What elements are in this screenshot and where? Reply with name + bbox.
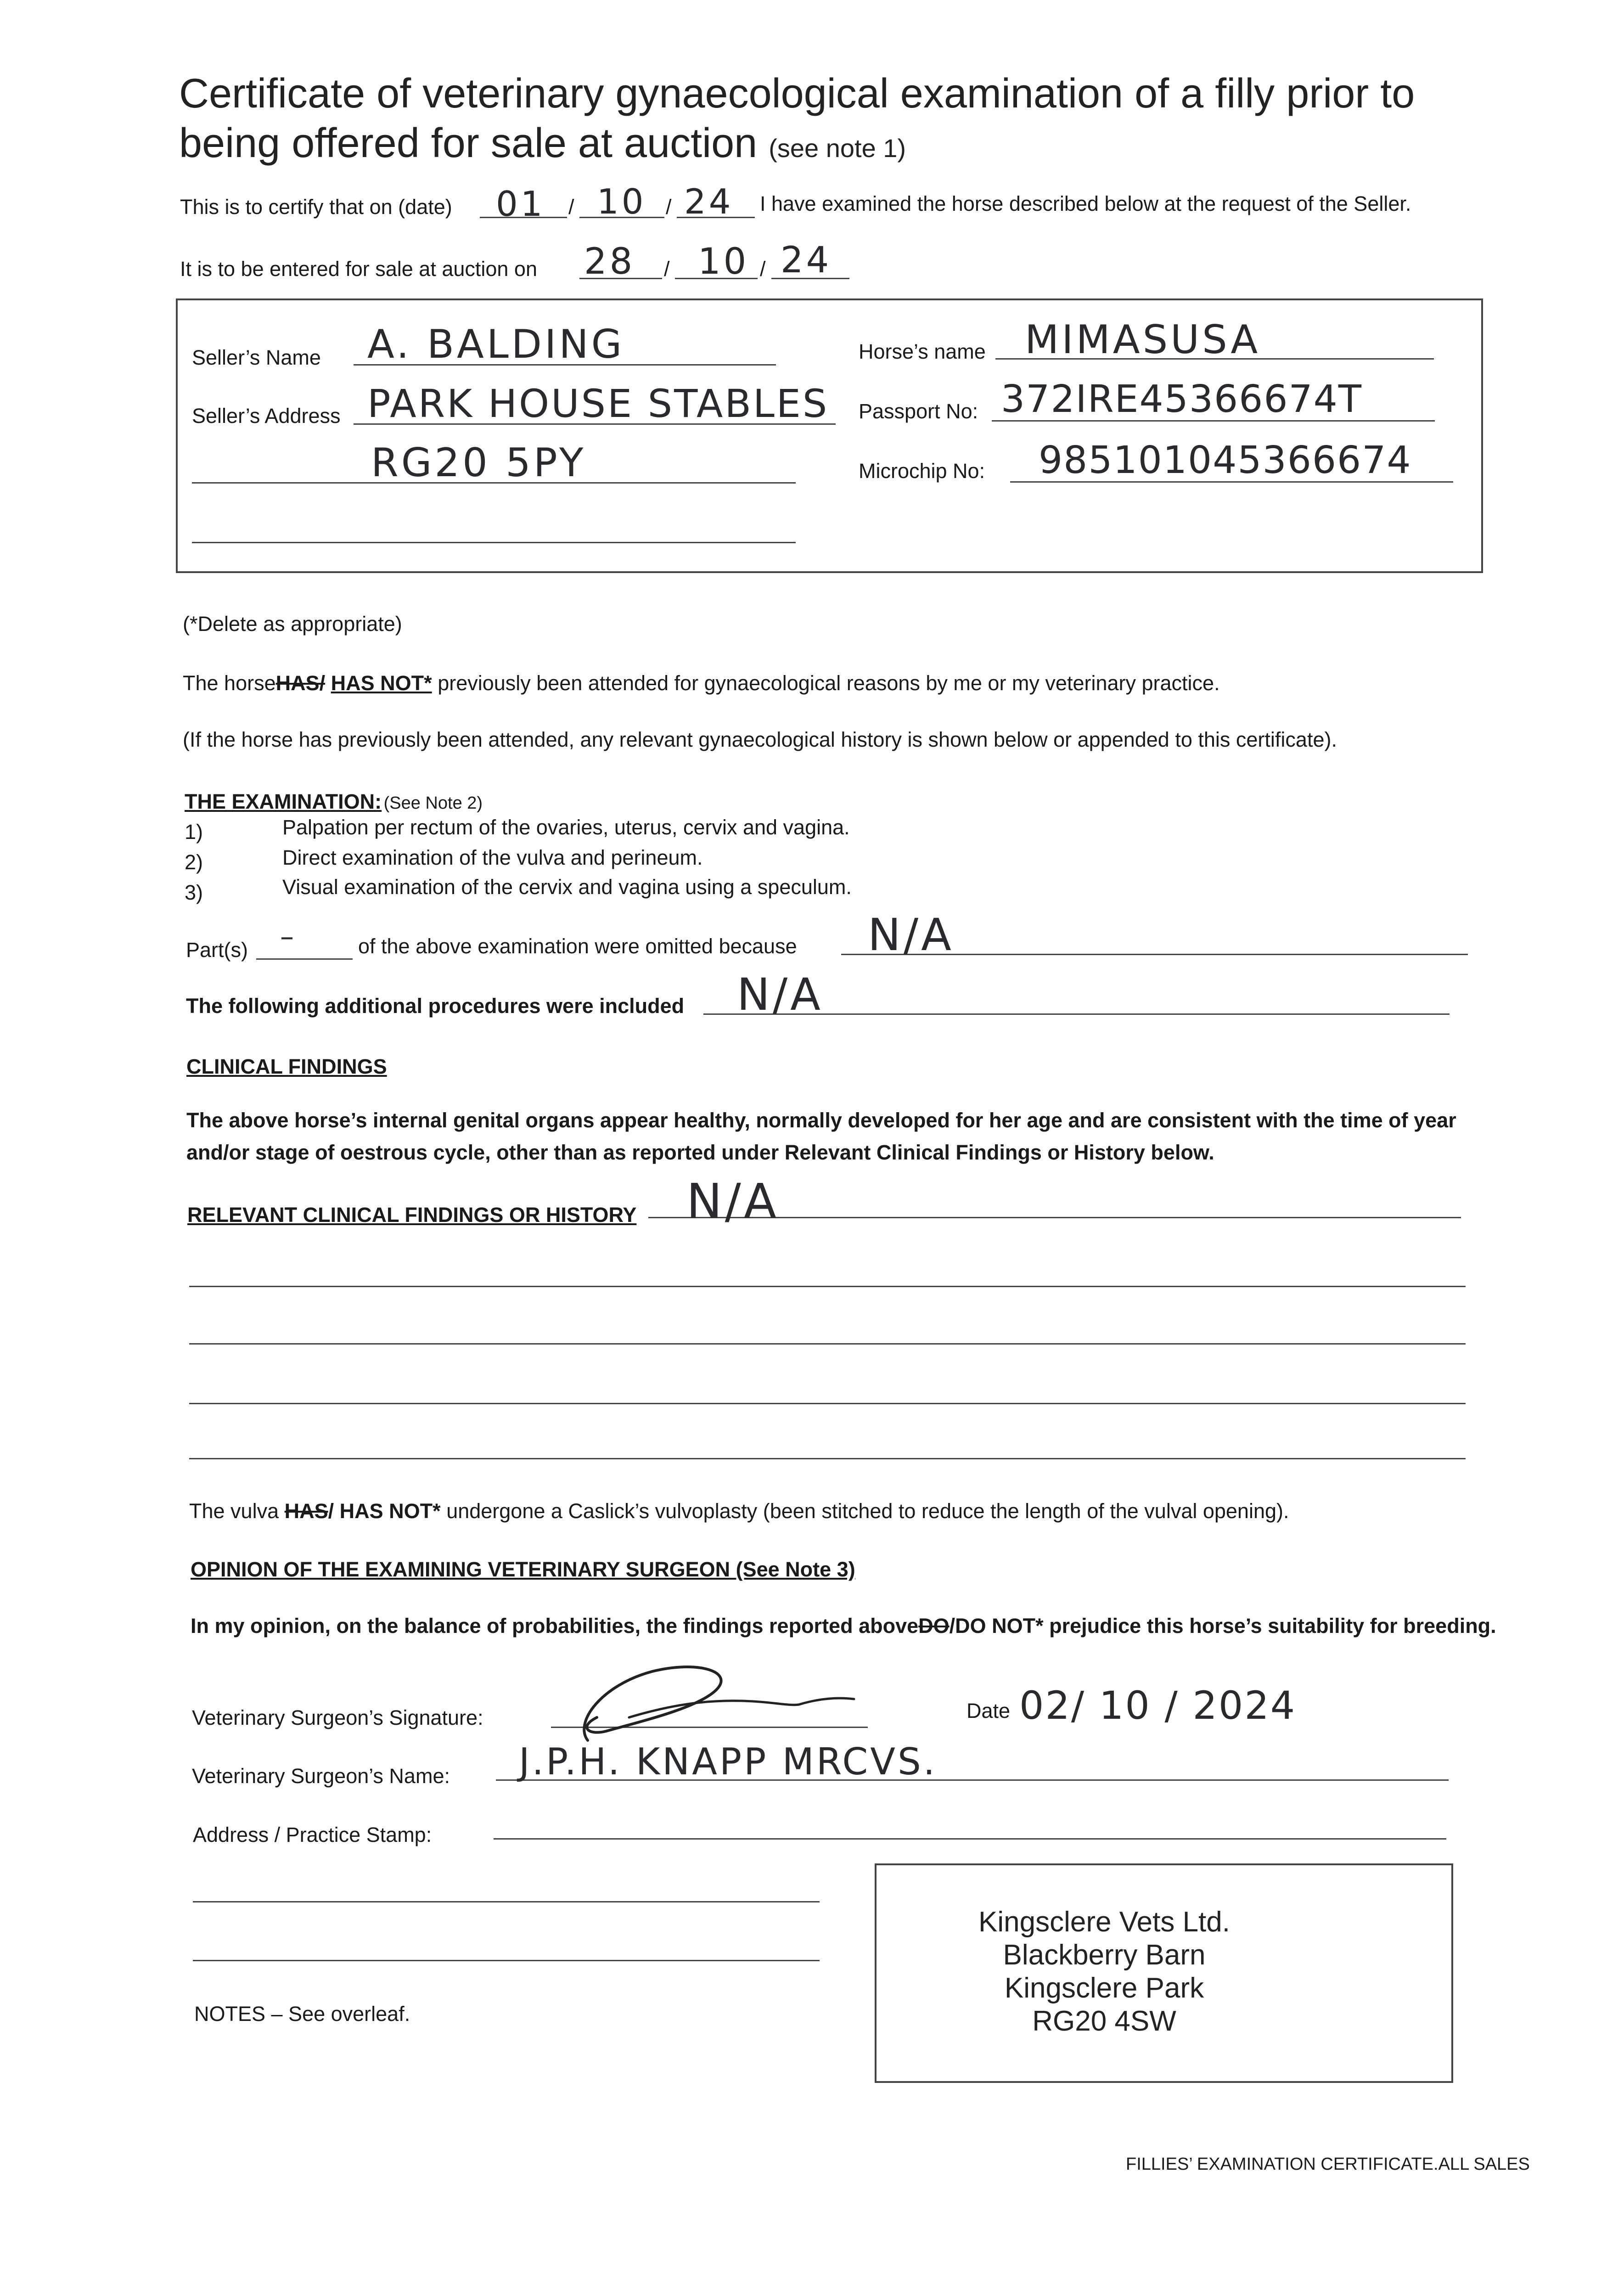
microchip-label: Microchip No:	[859, 459, 985, 483]
exam-item-1-text: Palpation per rectum of the ovaries, uterus, cervix and vagina.	[282, 816, 850, 839]
opinion-text-before: In my opinion, on the balance of probabilities, the findings reported above	[191, 1614, 919, 1638]
relevant-findings-line-5	[189, 1458, 1466, 1459]
relevant-findings-label: RELEVANT CLINICAL FINDINGS OR HISTORY	[187, 1203, 637, 1227]
vulva-selected-option: / HAS NOT*	[328, 1499, 441, 1523]
attended-suffix: previously been attended for gynaecological reasons by me or my veterinary practice.	[438, 671, 1220, 695]
relevant-findings-line-4	[189, 1403, 1466, 1404]
address-line-2	[193, 1901, 820, 1902]
exam-item-2-num: 2)	[185, 850, 203, 874]
seller-address-line2-value[interactable]: RG20 5PY	[371, 440, 586, 486]
additional-value[interactable]: N/A	[737, 969, 823, 1020]
attended-struck-option: HAS/	[275, 671, 326, 695]
exam-item-3-num: 3)	[185, 881, 203, 904]
address-stamp-label: Address / Practice Stamp:	[193, 1823, 432, 1846]
attended-prefix: The horse	[183, 671, 276, 695]
opinion-struck-option: DO	[918, 1614, 950, 1638]
auction-sep-1: /	[664, 257, 670, 281]
certify-day-value[interactable]: 01	[496, 184, 545, 224]
passport-value[interactable]: 372IRE45366674T	[1001, 377, 1362, 421]
surgeon-name-label: Veterinary Surgeon’s Name:	[192, 1764, 450, 1788]
opinion-statement	[191, 1609, 1499, 1643]
auction-sep-2: /	[760, 257, 766, 281]
vet-signature	[560, 1653, 872, 1754]
title-main: Certificate of veterinary gynaecological examination of a filly prior to being offered for sale at auction	[179, 71, 1415, 166]
clinical-statement: The above horse’s internal genital organs appear healthy, normally developed for her age and are consistent with the time of year and/or stage of oestrous cycle, other than as reported under Relevant Clinical Findings or History below.	[186, 1109, 1456, 1164]
vulva-suffix: undergone a Caslick’s vulvoplasty (been stitched to reduce the length of the vulval opening).	[446, 1499, 1289, 1523]
opinion-text-after: /DO NOT* prejudice this horse’s suitability for breeding.	[949, 1614, 1496, 1638]
opinion-heading: OPINION OF THE EXAMINING VETERINARY SURGEON (See Note 3)	[191, 1558, 855, 1581]
certify-prefix: This is to certify that on (date)	[180, 195, 452, 219]
vulva-prefix: The vulva	[189, 1499, 279, 1523]
notes-text: NOTES – See overleaf.	[194, 2002, 410, 2026]
horse-name-label: Horse’s name	[859, 340, 986, 363]
examination-heading	[185, 790, 483, 814]
practice-stamp-text	[875, 1906, 1334, 2038]
exam-item-1-num: 1)	[185, 820, 203, 844]
seller-name-label: Seller’s Name	[192, 346, 321, 369]
relevant-findings-line-2	[189, 1286, 1466, 1287]
auction-prefix: It is to be entered for sale at auction on	[180, 257, 537, 281]
certify-year-value[interactable]: 24	[684, 181, 734, 222]
attended-statement	[183, 671, 1220, 695]
stamp-line-3: Kingsclere Park	[1004, 1972, 1204, 2004]
auction-day-value[interactable]: 28	[584, 241, 635, 282]
delete-note: (*Delete as appropriate)	[183, 612, 402, 636]
stamp-line-1: Kingsclere Vets Ltd.	[978, 1906, 1230, 1938]
horse-name-value[interactable]: MIMASUSA	[1025, 317, 1261, 363]
omitted-parts-line	[256, 958, 353, 960]
history-note: (If the horse has previously been attended, any relevant gynaecological history is shown below or appended to this certificate).	[183, 728, 1337, 751]
certify-month-value[interactable]: 10	[597, 181, 646, 222]
examination-heading-text: THE EXAMINATION:	[185, 790, 382, 813]
address-line-1	[494, 1838, 1446, 1840]
clinical-heading: CLINICAL FINDINGS	[186, 1055, 387, 1078]
seller-address-line-3	[192, 542, 796, 543]
seller-address-line1-value[interactable]: PARK HOUSE STABLES	[367, 381, 829, 426]
signature-label: Veterinary Surgeon’s Signature:	[192, 1706, 483, 1729]
footer-text: FILLIES’ EXAMINATION CERTIFICATE.ALL SALES	[1126, 2155, 1530, 2174]
vulva-statement	[189, 1499, 1289, 1523]
microchip-value[interactable]: 985101045366674	[1039, 439, 1412, 482]
omitted-reason-value[interactable]: N/A	[868, 909, 954, 961]
certify-sep-2: /	[666, 195, 672, 219]
vulva-struck-option: HAS	[284, 1499, 328, 1523]
additional-label: The following additional procedures were included	[186, 994, 685, 1018]
address-line-3	[193, 1960, 820, 1961]
signature-date-label: Date	[966, 1699, 1011, 1722]
signature-date-value[interactable]: 02/ 10 / 2024	[1019, 1683, 1297, 1728]
auction-month-value[interactable]: 10	[698, 241, 749, 282]
relevant-findings-value[interactable]: N/A	[686, 1173, 779, 1229]
title-note: (see note 1)	[769, 134, 906, 163]
certify-sep-1: /	[568, 195, 574, 219]
exam-item-3-text: Visual examination of the cervix and vagina using a speculum.	[282, 875, 852, 899]
omitted-parts-value[interactable]: –	[280, 921, 297, 953]
passport-label: Passport No:	[859, 400, 978, 423]
auction-year-value[interactable]: 24	[781, 240, 832, 281]
page-title	[179, 69, 1511, 173]
seller-name-value[interactable]: A. BALDING	[367, 321, 625, 367]
certify-suffix: I have examined the horse described below at the request of the Seller.	[760, 192, 1411, 215]
stamp-line-2: Blackberry Barn	[1003, 1939, 1206, 1971]
omitted-middle: of the above examination were omitted because	[358, 934, 797, 958]
seller-address-label: Seller’s Address	[192, 404, 341, 428]
surgeon-name-value[interactable]: J.P.H. KNAPP MRCVS.	[519, 1740, 938, 1783]
stamp-line-4: RG20 4SW	[1032, 2005, 1176, 2037]
relevant-findings-line-3	[189, 1343, 1466, 1345]
attended-selected-option: HAS NOT*	[331, 671, 432, 695]
exam-item-2-text: Direct examination of the vulva and perineum.	[282, 846, 703, 869]
examination-heading-note: (See Note 2)	[383, 793, 483, 813]
omitted-prefix: Part(s)	[186, 938, 248, 962]
